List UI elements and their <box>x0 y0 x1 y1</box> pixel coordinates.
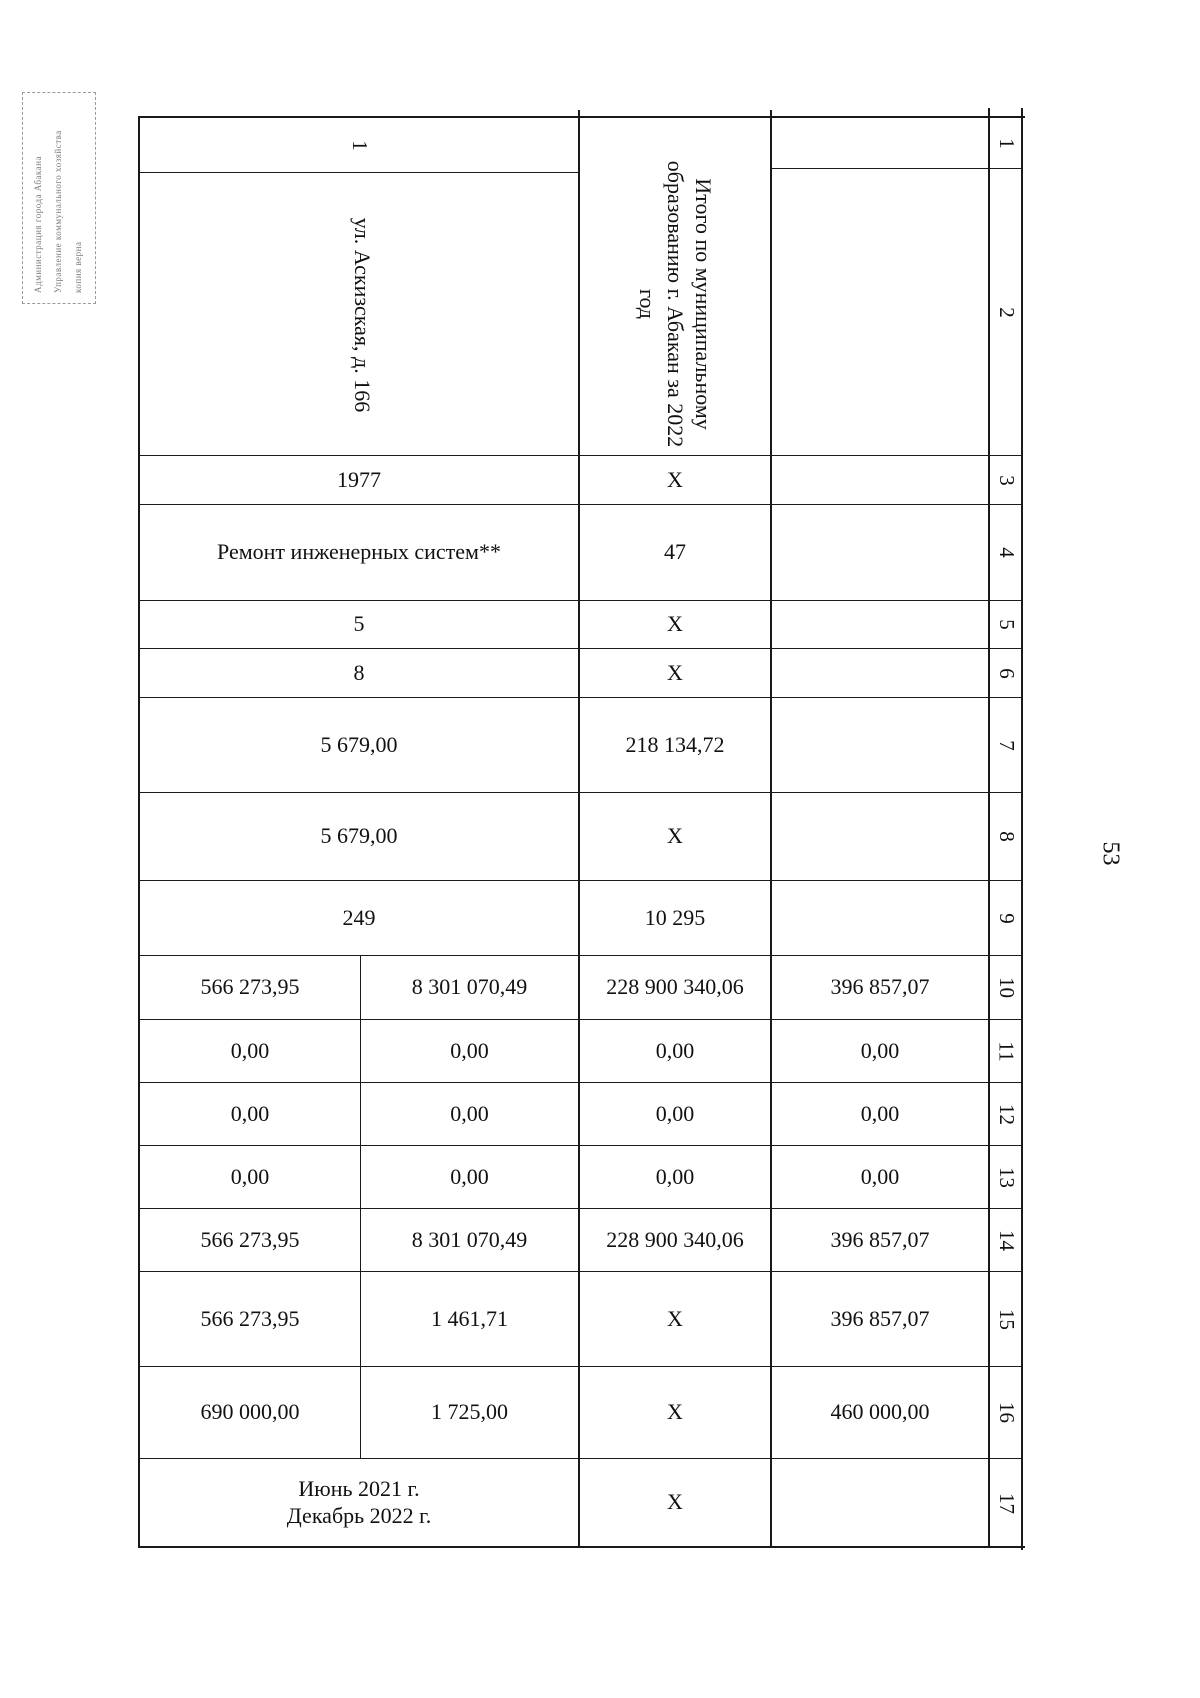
row-number: 1 <box>994 137 1019 149</box>
cell-value: 0,00 <box>860 1037 900 1063</box>
stamp-line: копия верна <box>73 241 83 293</box>
header-column-number: 1 <box>347 139 372 151</box>
cell-value: 0,00 <box>230 1100 270 1126</box>
cell-value: 0,00 <box>860 1163 900 1189</box>
cell-total: X <box>667 611 683 637</box>
row-number: 4 <box>994 547 1019 558</box>
cell-total: 228 900 340,06 <box>606 974 744 1000</box>
page-number: 53 <box>1097 841 1124 866</box>
cell-total: X <box>667 466 683 492</box>
row-number: 13 <box>994 1166 1019 1188</box>
cell-value: 1 461,71 <box>431 1305 508 1331</box>
cell-value: 566 273,95 <box>200 1226 300 1252</box>
cell-year-built: 1977 <box>337 466 381 492</box>
cell-total: X <box>667 659 683 685</box>
row-number: 17 <box>994 1492 1019 1514</box>
cell-value: 566 273,95 <box>200 974 300 1000</box>
row-number: 10 <box>994 977 1019 998</box>
cell-total: 47 <box>664 539 686 565</box>
cell-total: X <box>667 1489 683 1515</box>
cell-value: 0,00 <box>230 1037 270 1063</box>
row-number: 6 <box>994 667 1019 679</box>
cell-total: 228 900 340,06 <box>606 1226 744 1252</box>
row-number: 8 <box>994 831 1019 842</box>
cell-total: 10 295 <box>644 904 706 930</box>
row-number: 16 <box>994 1402 1019 1423</box>
header-total-label-text: Итого по муниципальному образованию г. Абакан за 2022 год <box>635 160 716 448</box>
cell-period <box>140 1459 578 1546</box>
stamp-line: Администрация города Абакана <box>33 156 43 293</box>
cell-value: 396 857,07 <box>830 974 930 1000</box>
cell-value: 0,00 <box>450 1163 489 1189</box>
row-number: 12 <box>994 1103 1019 1125</box>
cell-total: X <box>667 823 683 849</box>
cell-value: 396 857,07 <box>830 1305 930 1331</box>
cell-value: 566 273,95 <box>200 1305 300 1331</box>
cell-total: 0,00 <box>655 1100 695 1126</box>
cell-work-type: Ремонт инженерных систем** <box>217 539 501 565</box>
header-address: ул. Аскизская, д. 166 <box>350 217 375 413</box>
stamp-line: Управление коммунального хозяйства <box>53 130 63 293</box>
cell-value: 1 725,00 <box>431 1399 508 1425</box>
cell-value: 8 301 070,49 <box>411 1226 528 1252</box>
cell-value: 249 <box>342 904 376 930</box>
cell-total: X <box>667 1305 683 1331</box>
row-number: 2 <box>994 307 1019 318</box>
cell-value: 396 857,07 <box>830 1226 930 1252</box>
cell-value: 690 000,00 <box>200 1399 300 1425</box>
row-number: 5 <box>994 619 1019 630</box>
cell-value: 0,00 <box>230 1163 270 1189</box>
period-end: Декабрь 2022 г. <box>286 1502 432 1528</box>
cell-value: 8 301 070,49 <box>411 974 528 1000</box>
row-number: 15 <box>994 1308 1019 1330</box>
row-number: 9 <box>994 912 1019 924</box>
cell-value: 0,00 <box>860 1100 900 1126</box>
row-number: 3 <box>994 474 1019 486</box>
cell-value: 460 000,00 <box>830 1399 930 1425</box>
cell-total: 0,00 <box>655 1163 695 1189</box>
cell-value: 5 679,00 <box>320 731 398 757</box>
cell-value: 5 679,00 <box>320 823 398 849</box>
cell-value: 0,00 <box>450 1100 489 1126</box>
row-number: 11 <box>994 1040 1019 1062</box>
header-total-label <box>633 144 717 464</box>
cell-total: 218 134,72 <box>625 731 725 757</box>
row-number: 14 <box>994 1229 1019 1251</box>
cell-value: 5 <box>353 611 365 637</box>
cell-value: 0,00 <box>450 1037 489 1063</box>
cell-value: 8 <box>353 659 365 685</box>
cell-total: 0,00 <box>655 1037 695 1063</box>
row-number: 7 <box>994 739 1019 751</box>
cell-total: X <box>667 1399 683 1425</box>
period-start: Июнь 2021 г. <box>298 1476 420 1502</box>
